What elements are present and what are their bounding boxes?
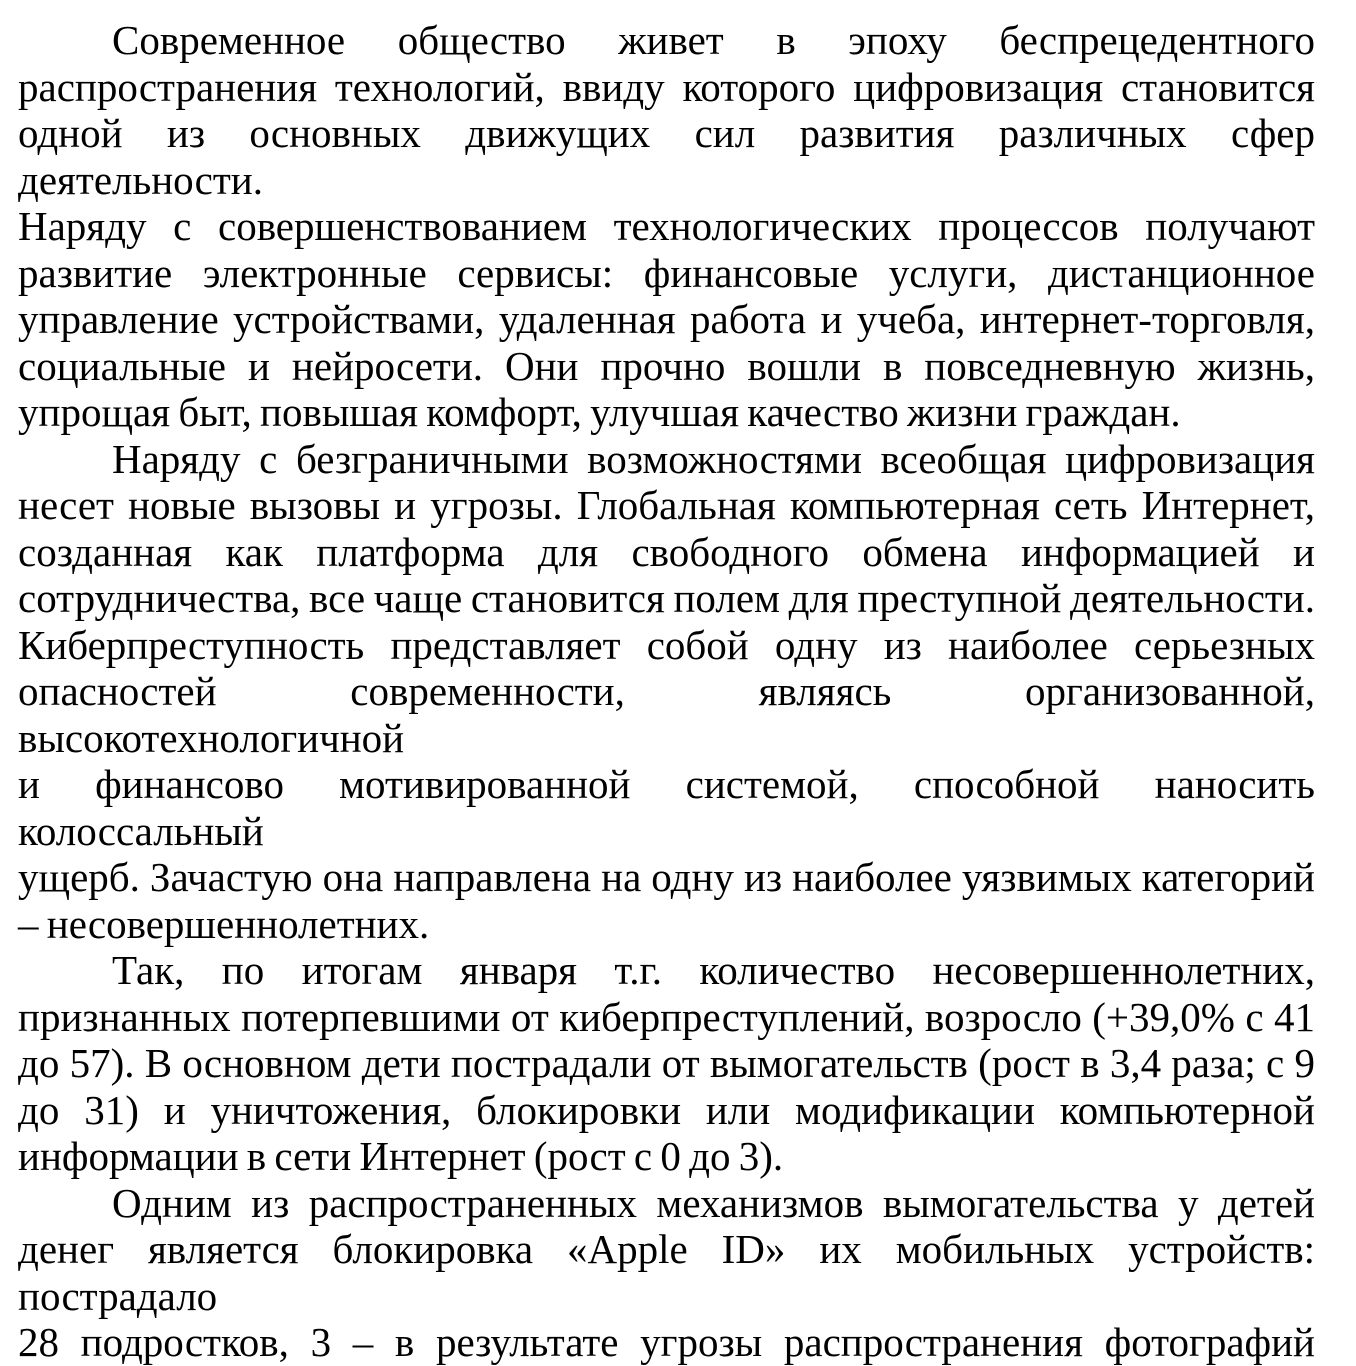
text-line: и финансово мотивированной системой, способной наносить колоссальный [18,761,1315,854]
text-line: ущерб. Зачастую она направлена на одну из наиболее уязвимых категорий [18,854,1315,900]
text-line: до 31) и уничтожения, блокировки или модификации компьютерной [18,1086,1315,1133]
text-line: развитие электронные сервисы: финансовые услуги, дистанционное [18,249,1315,296]
text-line: Наряду с совершенствованием технологических процессов получают [18,203,1315,249]
text-line: социальные и нейросети. Они прочно вошли в повседневную жизнь, [18,342,1315,389]
text-line: одной из основных движущих сил развития различных сфер деятельности. [18,110,1315,203]
text-line: денег является блокировка «Apple ID» их мобильных устройств: пострадало [18,1226,1315,1319]
text-line: Наряду с безграничными возможностями всеобщая цифровизация [112,435,1315,482]
text-line: – несовершеннолетних. [18,900,430,947]
paragraph [18,1180,1315,1366]
text-line: Так, по итогам января т.г. количество несовершеннолетних, [112,947,1315,993]
text-line: управление устройствами, удаленная работа и учеба, интернет-торговля, [18,296,1315,342]
text-line: созданная как платформа для свободного обмена информацией и [18,528,1315,575]
text-line: Киберпреступность представляет собой одну из наиболее серьезных [18,621,1315,668]
paragraph [18,947,1315,1180]
paragraph [18,436,1315,948]
text-line: 28 подростков, 3 – в результате угрозы распространения фотографий [18,1319,1315,1365]
text-body [18,17,1315,1366]
text-line: Одним из распространенных механизмов вымогательства у детей [112,1179,1315,1226]
text-line: до 57). В основном дети пострадали от вымогательств (рост в 3,4 раза; с 9 [18,1040,1315,1086]
text-line: опасностей современности, являясь организованной, высокотехнологичной [18,668,1315,761]
text-line: информации в сети Интернет (рост с 0 до 3). [18,1133,784,1179]
text-line: упрощая быт, повышая комфорт, улучшая качество жизни граждан. [18,389,1181,435]
text-line: признанных потерпевшими от киберпреступлений, возросло (+39,0% с 41 [18,993,1315,1040]
paragraph [18,17,1315,436]
text-line: Современное общество живет в эпоху беспрецедентного [112,17,1315,63]
text-line: распространения технологий, ввиду которого цифровизация становится [18,63,1315,110]
text-line: сотрудничества, все чаще становится полем для преступной деятельности. [18,575,1315,621]
text-line: несет новые вызовы и угрозы. Глобальная компьютерная сеть Интернет, [18,482,1315,528]
